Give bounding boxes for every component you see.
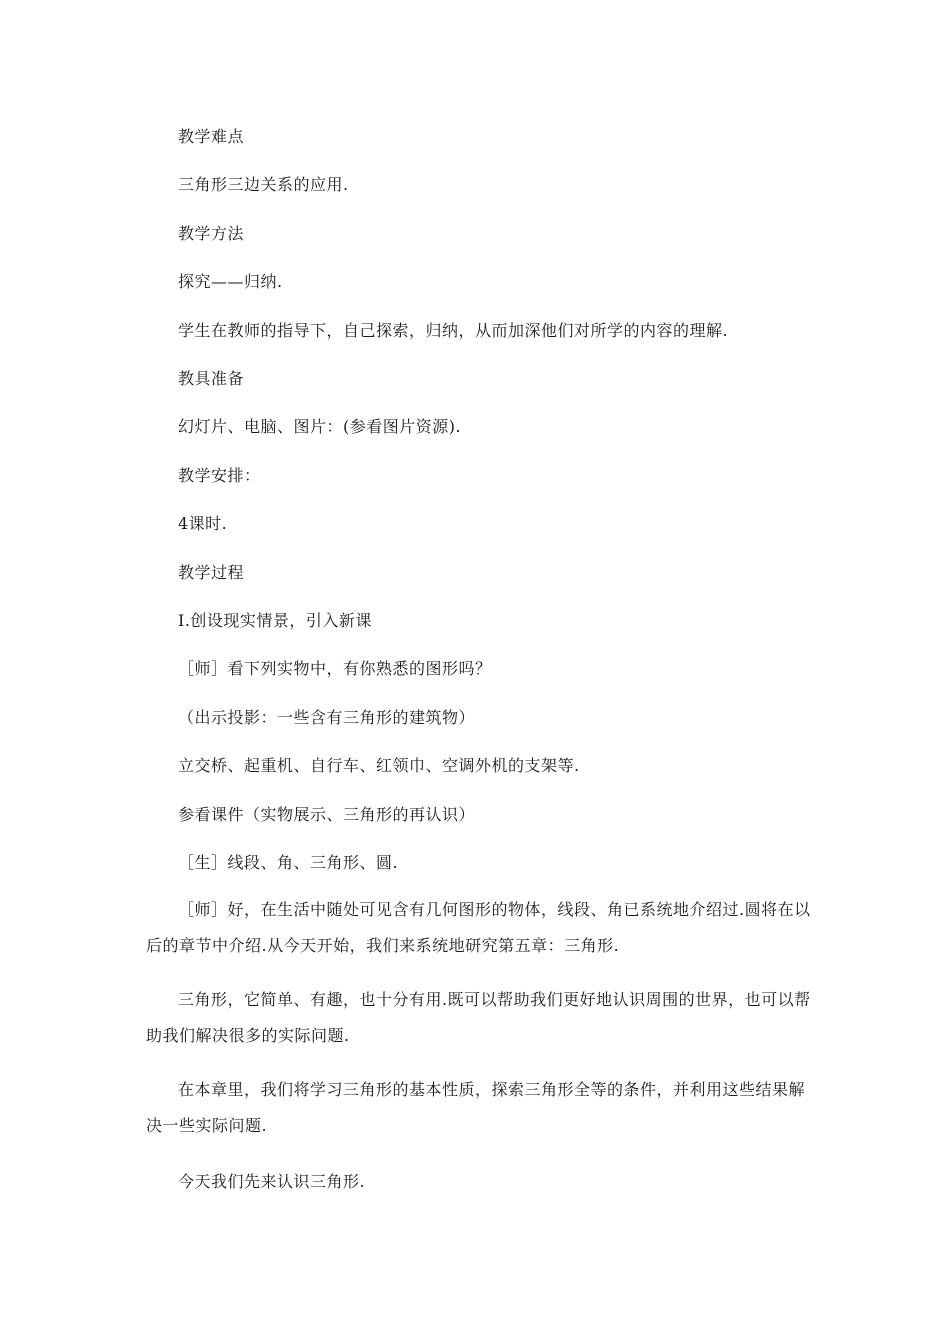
section-heading: Ⅰ.创设现实情景，引入新课 xyxy=(178,611,372,630)
paragraph: （出示投影：一些含有三角形的建筑物） xyxy=(178,708,476,727)
paragraph: 4课时. xyxy=(178,514,228,533)
paragraph: 三角形三边关系的应用. xyxy=(178,175,349,194)
heading-teaching-method: 教学方法 xyxy=(178,224,245,243)
paragraph: ［生］线段、角、三角形、圆. xyxy=(178,853,399,872)
paragraph: 探究——归纳. xyxy=(178,272,283,291)
paragraph: ［师］看下列实物中，有你熟悉的图形吗？ xyxy=(178,659,492,678)
heading-teaching-schedule: 教学安排： xyxy=(178,466,261,485)
paragraph-multiline: 三角形，它简单、有趣，也十分有用.既可以帮助我们更好地认识周围的世界，也可以帮助我们解决很多的实际问题. xyxy=(146,990,811,1045)
paragraph-multiline: ［师］好，在生活中随处可见含有几何图形的物体，线段、角已系统地介绍过.圆将在以后的章节中介绍.从今天开始，我们来系统地研究第五章：三角形. xyxy=(146,900,811,955)
paragraph: 立交桥、起重机、自行车、红领巾、空调外机的支架等. xyxy=(178,756,580,775)
paragraph: 参看课件（实物展示、三角形的再认识） xyxy=(178,805,476,824)
heading-teaching-process: 教学过程 xyxy=(178,563,245,582)
heading-teaching-difficulty: 教学难点 xyxy=(178,127,245,146)
paragraph-multiline: 在本章里，我们将学习三角形的基本性质，探索三角形全等的条件，并利用这些结果解决一些实际问题. xyxy=(146,1080,806,1135)
heading-teaching-tools: 教具准备 xyxy=(178,369,245,388)
paragraph: 幻灯片、电脑、图片：(参看图片资源). xyxy=(178,417,462,436)
paragraph: 今天我们先来认识三角形. xyxy=(178,1172,366,1191)
paragraph: 学生在教师的指导下，自己探索，归纳，从而加深他们对所学的内容的理解. xyxy=(178,321,729,340)
